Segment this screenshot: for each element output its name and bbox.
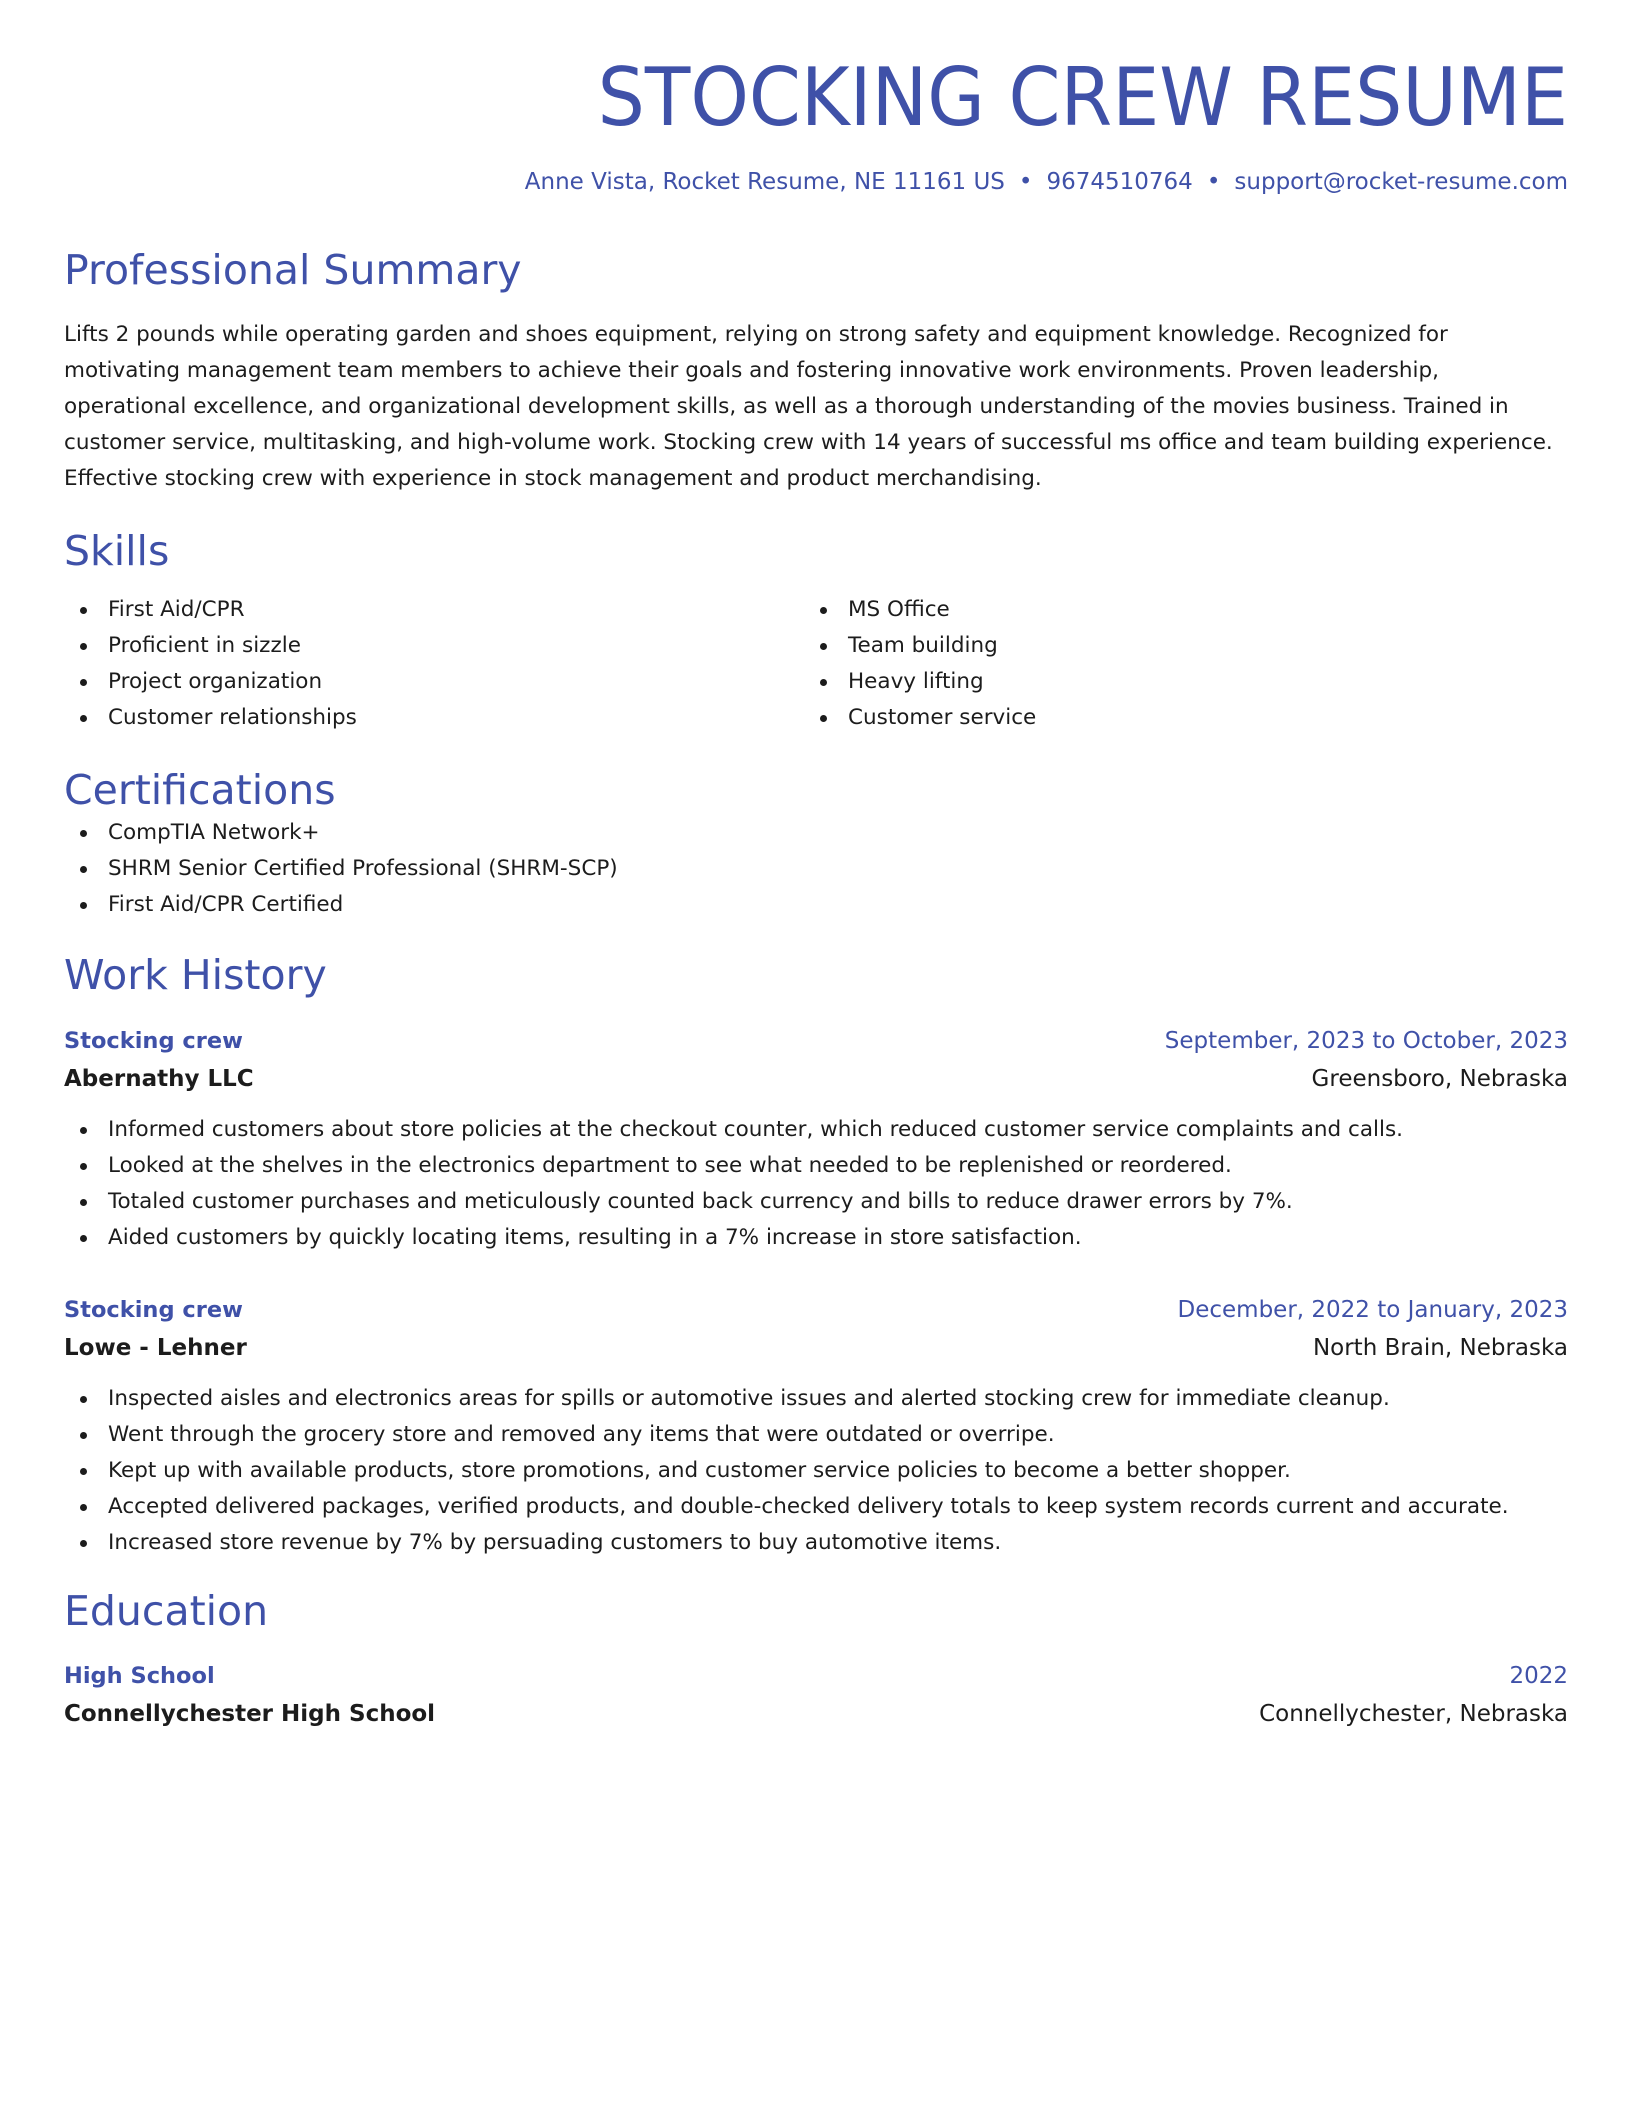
contact-email: support@rocket-resume.com (1234, 169, 1568, 195)
skill-item: Customer service (804, 700, 1544, 736)
job-duty: Accepted delivered packages, verified products, and double-checked delivery totals to keep system records current and accurate. (64, 1489, 1568, 1525)
education-degree-row (64, 1658, 1568, 1695)
skill-item: Proficient in sizzle (64, 628, 804, 664)
job-employer-row (64, 1329, 1568, 1367)
contact-separator: • (1018, 169, 1033, 195)
contact-separator: • (1206, 169, 1221, 195)
skill-item: Project organization (64, 664, 804, 700)
skill-item: MS Office (804, 592, 1544, 628)
job-duty: Totaled customer purchases and meticulously counted back currency and bills to reduce drawer errors by 7%. (64, 1184, 1568, 1220)
job-location: North Brain, Nebraska (1312, 1334, 1568, 1361)
job-duty: Inspected aisles and electronics areas for spills or automotive issues and alerted stocking crew for immediate cleanup. (64, 1381, 1568, 1417)
job-role: Stocking crew (64, 1296, 243, 1323)
summary-text: Lifts 2 pounds while operating garden and shoes equipment, relying on strong safety and equipment knowledge. Recognized for motivating management team members to achieve their goals and fostering innovative work environments. Proven leadership, operational excellence, and organizational development skills, as well as a thorough understanding of the movies business. Trained in customer service, multitasking, and high-volume work. Stocking crew with 14 years of successful ms office and team building experience. Effective stocking crew with experience in stock management and product merchandising. (64, 322, 1553, 492)
education-heading: Education (64, 1586, 269, 1635)
job-dates: December, 2022 to January, 2023 (1177, 1296, 1568, 1323)
skill-item: First Aid/CPR (64, 592, 804, 628)
job-duty: Kept up with available products, store promotions, and customer service policies to become a better shopper. (64, 1453, 1568, 1489)
certification-item: First Aid/CPR Certified (64, 887, 1568, 923)
skills-list-left (64, 592, 804, 736)
education-location: Connellychester, Nebraska (1259, 1700, 1568, 1727)
skill-item: Heavy lifting (804, 664, 1544, 700)
job-location: Greensboro, Nebraska (1311, 1065, 1568, 1092)
job-title-row (64, 1292, 1568, 1329)
contact-phone: 9674510764 (1046, 169, 1193, 195)
skills-list-right (804, 592, 1544, 736)
job-entry (64, 1023, 1568, 1256)
contact-address: Anne Vista, Rocket Resume, NE 11161 US (524, 169, 1005, 195)
skills-heading: Skills (64, 527, 170, 576)
certifications-list (64, 815, 1568, 923)
job-duty: Went through the grocery store and removed any items that were outdated or overripe. (64, 1417, 1568, 1453)
job-employer: Lowe - Lehner (64, 1334, 247, 1361)
job-title-row (64, 1023, 1568, 1060)
education-entry (64, 1658, 1568, 1733)
certification-item: CompTIA Network+ (64, 815, 1568, 851)
job-employer-row (64, 1060, 1568, 1098)
job-duty: Looked at the shelves in the electronics department to see what needed to be replenished or reordered. (64, 1148, 1568, 1184)
job-entry (64, 1292, 1568, 1561)
job-duties-list (64, 1381, 1568, 1561)
job-duties-list (64, 1112, 1568, 1256)
education-school-row (64, 1695, 1568, 1733)
skill-item: Team building (804, 628, 1544, 664)
job-duty: Aided customers by quickly locating items, resulting in a 7% increase in store satisfaction. (64, 1220, 1568, 1256)
job-dates: September, 2023 to October, 2023 (1164, 1027, 1568, 1054)
education-degree: High School (64, 1662, 215, 1689)
certification-item: SHRM Senior Certified Professional (SHRM-SCP) (64, 851, 1568, 887)
skill-item: Customer relationships (64, 700, 804, 736)
education-year: 2022 (1509, 1662, 1568, 1689)
certifications-heading: Certifications (64, 766, 336, 815)
resume-title: STOCKING CREW RESUME (597, 51, 1568, 144)
job-duty: Informed customers about store policies at the checkout counter, which reduced customer service complaints and calls. (64, 1112, 1568, 1148)
job-duty: Increased store revenue by 7% by persuading customers to buy automotive items. (64, 1525, 1568, 1561)
education-school: Connellychester High School (64, 1700, 436, 1727)
contact-line (64, 168, 1568, 198)
skills-columns (64, 592, 1568, 736)
job-role: Stocking crew (64, 1027, 243, 1054)
summary-heading: Professional Summary (64, 245, 522, 294)
work-history-heading: Work History (64, 951, 327, 1000)
job-employer: Abernathy LLC (64, 1065, 254, 1092)
